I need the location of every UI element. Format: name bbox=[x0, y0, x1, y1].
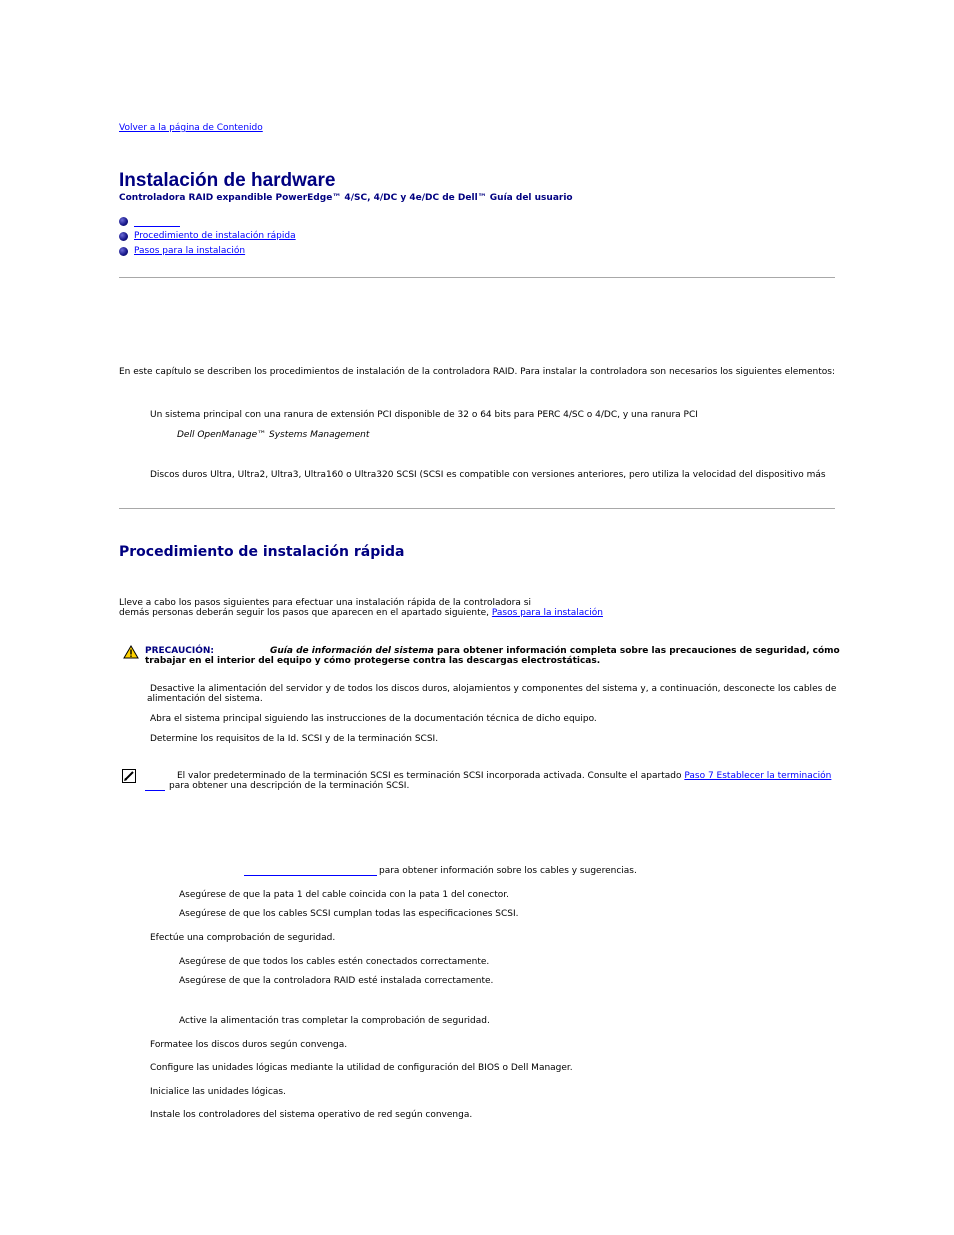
substep-item: Asegúrese de que la controladora RAID esté instalada correctamente. bbox=[179, 976, 494, 986]
section-heading: Procedimiento de instalación rápida bbox=[119, 544, 405, 560]
step-item: Configure las unidades lógicas mediante la utilidad de configuración del BIOS o Dell Manager. bbox=[150, 1063, 573, 1073]
step-item: Determine los requisitos de la Id. SCSI y de la terminación SCSI. bbox=[150, 734, 439, 744]
blue-ball-bullet-icon bbox=[119, 217, 128, 226]
divider bbox=[119, 508, 835, 509]
step-item: Formatee los discos duros según convenga. bbox=[150, 1040, 348, 1050]
step-item: Abra el sistema principal siguiendo las instrucciones de la documentación técnica de dicho equipo. bbox=[150, 714, 597, 724]
requirement-item: Un sistema principal con una ranura de extensión PCI disponible de 32 o 64 bits para PERC 4/SC o 4/DC, y una ranura PCI bbox=[150, 410, 698, 420]
substep-item: Asegúrese de que los cables SCSI cumplan todas las especificaciones SCSI. bbox=[179, 909, 519, 919]
caution-text: para obtener información completa sobre las precauciones de seguridad, cómo bbox=[436, 646, 840, 656]
substep-item: Asegúrese de que la pata 1 del cable coincida con la pata 1 del conector. bbox=[179, 890, 509, 900]
blue-ball-bullet-icon bbox=[119, 232, 128, 241]
caution-label: PRECAUCIÓN: bbox=[145, 646, 215, 656]
back-to-contents-link[interactable]: Volver a la página de Contenido bbox=[119, 123, 263, 133]
note-line bbox=[177, 771, 831, 781]
divider bbox=[119, 277, 835, 278]
note-pencil-icon bbox=[122, 769, 136, 783]
caution-italic-text: Guía de información del sistema bbox=[270, 646, 434, 656]
toc-link-quick-install[interactable]: Procedimiento de instalación rápida bbox=[134, 231, 296, 241]
requirement-item: Discos duros Ultra, Ultra2, Ultra3, Ultra160 o Ultra320 SCSI (SCSI es compatible con versiones anteriores, pero utiliza la velocidad del dispositivo más bbox=[150, 470, 826, 480]
step-item: Inicialice las unidades lógicas. bbox=[150, 1087, 286, 1097]
install-steps-link[interactable]: Pasos para la instalación bbox=[491, 608, 603, 618]
step-item: Instale los controladores del sistema operativo de red según convenga. bbox=[150, 1110, 473, 1120]
step-item-cont: alimentación del sistema. bbox=[147, 694, 263, 704]
note-link-underline[interactable] bbox=[145, 790, 165, 791]
step-item: Desactive la alimentación del servidor y de todos los discos duros, alojamientos y componentes del sistema y, a continuación, desconecte los cables de bbox=[150, 684, 837, 694]
step-item: Efectúe una comprobación de seguridad. bbox=[150, 933, 336, 943]
note-line: para obtener una descripción de la terminación SCSI. bbox=[169, 781, 410, 791]
cables-text: para obtener información sobre los cables y sugerencias. bbox=[379, 866, 637, 876]
quick-paragraph-line bbox=[119, 608, 603, 618]
intro-paragraph: En este capítulo se describen los procedimientos de instalación de la controladora RAID. Para instalar la controladora son necesarios los siguientes elementos: bbox=[119, 367, 835, 377]
page-title: Instalación de hardware bbox=[119, 170, 336, 191]
quick-paragraph-text: demás personas deberán seguir los pasos que aparecen en el apartado siguiente, bbox=[119, 608, 490, 618]
termination-link[interactable]: Paso 7 Establecer la terminación bbox=[684, 771, 832, 781]
warning-triangle-icon bbox=[123, 645, 139, 659]
toc-link-blank[interactable] bbox=[134, 216, 180, 227]
blue-ball-bullet-icon bbox=[119, 247, 128, 256]
caution-line bbox=[270, 646, 840, 656]
toc-link-install-steps[interactable]: Pasos para la instalación bbox=[134, 246, 246, 256]
caution-line: trabajar en el interior del equipo y cómo protegerse contra las descargas electrostáticas. bbox=[145, 656, 601, 666]
note-text: El valor predeterminado de la terminación SCSI es terminación SCSI incorporada activada. Consulte el apartado bbox=[177, 771, 682, 781]
substep-item: Active la alimentación tras completar la comprobación de seguridad. bbox=[179, 1016, 490, 1026]
substep-item: Asegúrese de que todos los cables estén conectados correctamente. bbox=[179, 957, 490, 967]
page-subtitle: Controladora RAID expandible PowerEdge™ 4/SC, 4/DC y 4e/DC de Dell™ Guía del usuario bbox=[119, 193, 573, 203]
requirement-item: Dell OpenManage™ Systems Management bbox=[177, 430, 370, 440]
quick-paragraph-line: Lleve a cabo los pasos siguientes para efectuar una instalación rápida de la controladora si bbox=[119, 598, 531, 608]
cables-link-blank[interactable] bbox=[244, 875, 377, 876]
